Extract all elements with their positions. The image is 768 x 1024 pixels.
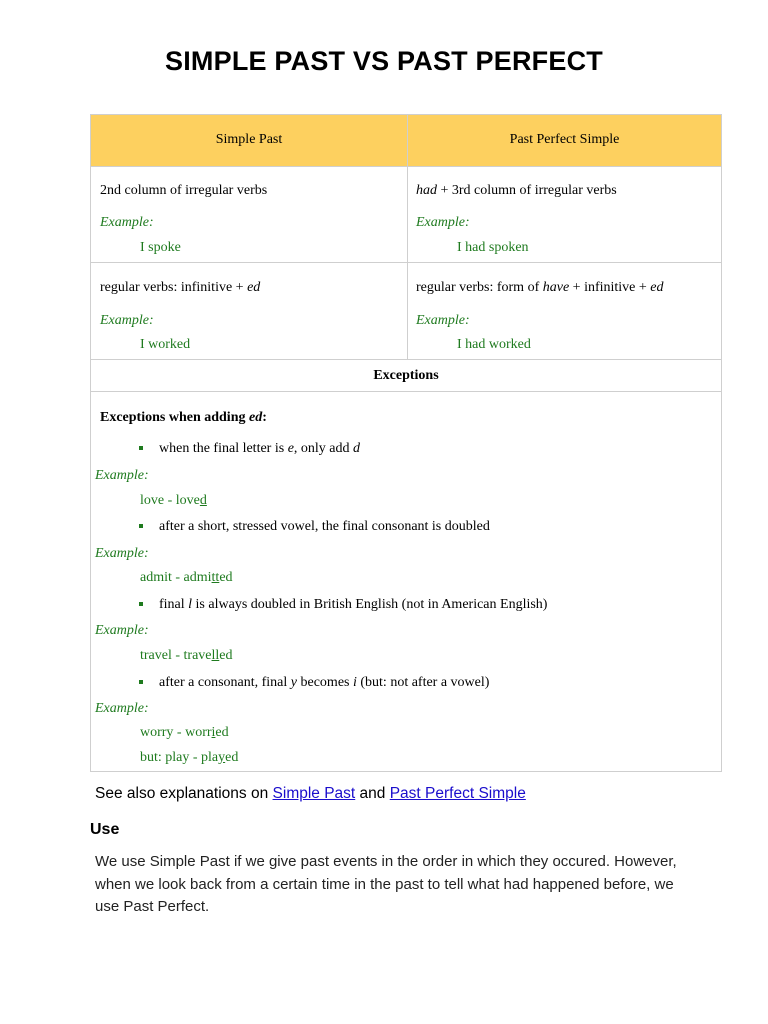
example-highlight: d (199, 493, 207, 508)
row2-left-example: I worked (140, 337, 191, 352)
example-label: Example: (95, 623, 149, 638)
exception-example (140, 570, 233, 586)
rule-text: becomes (297, 675, 353, 690)
see-also-prefix: See also explanations on (95, 785, 273, 802)
row1-left-example: I spoke (140, 240, 181, 255)
see-also-line (95, 785, 526, 803)
exception-rule (159, 675, 489, 691)
intro-colon: : (262, 410, 267, 425)
example-label: Example: (416, 313, 470, 328)
rule-text: regular verbs: infinitive + (100, 280, 248, 295)
bullet-icon (139, 602, 143, 606)
rule-italic: y (290, 675, 297, 690)
column-divider (407, 115, 408, 360)
rule-text: final (159, 597, 189, 612)
example-highlight: ll (211, 648, 220, 663)
exception-example (140, 725, 229, 741)
bullet-icon (139, 680, 143, 684)
had-word: had (416, 183, 437, 198)
example-label: Example: (416, 215, 470, 230)
ed-suffix: ed (650, 280, 664, 295)
example-label: Example: (95, 546, 149, 561)
example-text: worry - worr (140, 725, 212, 740)
rule-italic: l (188, 597, 193, 612)
header-past-perfect: Past Perfect Simple (509, 132, 620, 147)
use-paragraph: We use Simple Past if we give past events in the order in which they occured. However, when we look back from a certain time in the past to tell what had happened before, we use Past Perfect. (95, 853, 677, 915)
row2-right-example: I had worked (457, 337, 531, 352)
rule-text: + infinitive + (569, 280, 651, 295)
example-label: Example: (95, 701, 149, 716)
rule-italic: d (353, 441, 361, 456)
example-highlight: tt (211, 570, 220, 585)
rule-text: after a short, stressed vowel, the final consonant is doubled (159, 519, 490, 534)
rule-text: is always doubled in British English (not in American English) (192, 597, 548, 612)
ed-suffix: ed (248, 410, 263, 425)
row1-left-rule: 2nd column of irregular verbs (100, 183, 268, 198)
past-perfect-simple-link[interactable]: Past Perfect Simple (389, 785, 526, 802)
see-also-and: and (355, 785, 390, 802)
row2-right-rule (416, 280, 664, 296)
rule-text: regular verbs: form of (416, 280, 543, 295)
row1-right-rule (416, 183, 617, 199)
grammar-table (90, 114, 722, 772)
page-title: SIMPLE PAST VS PAST PERFECT (165, 46, 603, 76)
example-text: but: play - pla (140, 750, 219, 765)
row2-left-rule (100, 280, 260, 296)
exceptions-header: Exceptions (373, 368, 439, 383)
example-text: ed (219, 570, 233, 585)
exception-example (140, 493, 207, 509)
example-highlight: i (211, 725, 216, 740)
example-text: ed (225, 750, 239, 765)
example-label: Example: (100, 313, 154, 328)
example-text: love - love (140, 493, 200, 508)
use-heading: Use (90, 821, 120, 838)
example-text: ed (219, 648, 233, 663)
intro-text: Exceptions when adding (100, 410, 249, 425)
rule-italic: e (287, 441, 294, 456)
example-highlight: y (218, 750, 226, 765)
rule-italic: i (352, 675, 357, 690)
example-label: Example: (100, 215, 154, 230)
rule-text: , only add (293, 441, 354, 456)
row-divider (91, 391, 721, 392)
exception-example (140, 750, 238, 766)
rule-text: + 3rd column of irregular verbs (437, 183, 617, 198)
simple-past-link[interactable]: Simple Past (272, 785, 356, 802)
exception-rule (159, 519, 490, 535)
exception-rule (159, 441, 360, 457)
rule-text: (but: not after a vowel) (356, 675, 490, 690)
exceptions-intro (100, 410, 267, 426)
exception-example (140, 648, 233, 664)
example-text: admit - admi (140, 570, 212, 585)
example-text: ed (215, 725, 229, 740)
bullet-icon (139, 524, 143, 528)
bullet-icon (139, 446, 143, 450)
rule-text: when the final letter is (159, 441, 288, 456)
row1-right-example: I had spoken (457, 240, 529, 255)
row-divider (91, 262, 721, 263)
ed-suffix: ed (247, 280, 261, 295)
row-divider (91, 359, 721, 360)
example-label: Example: (95, 468, 149, 483)
example-text: travel - trave (140, 648, 212, 663)
rule-text: after a consonant, final (159, 675, 291, 690)
header-simple-past: Simple Past (215, 132, 283, 147)
exception-rule (159, 597, 547, 613)
have-word: have (542, 280, 570, 295)
